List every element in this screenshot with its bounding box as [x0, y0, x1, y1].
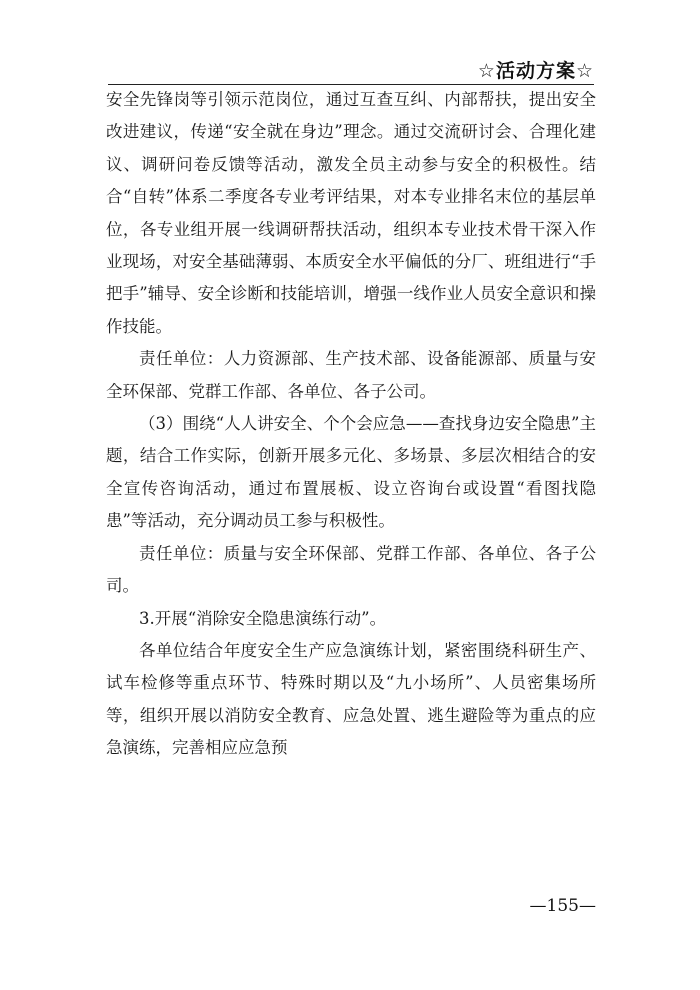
- section-heading: 3.开展“消除安全隐患演练行动”。: [139, 608, 387, 628]
- body-paragraph-continuation: 安全先锋岗等引领示范岗位，通过互查互纠、内部帮扶，提出安全改进建议，传递“安全就在身边”理念。通过交流研讨会、合理化建议、调研问卷反馈等活动，激发全员主动参与安全的积极性。结合“自转”体系二季度各专业考评结果，对本专业排名末位的基层单位，各专业组开展一线调研帮扶活动，组织本专业技术骨干深入作业现场，对安全基础薄弱、本质安全水平偏低的分厂、班组进行“手把手”辅导、安全诊断和技能培训，增强一线作业人员安全意识和操作技能。: [106, 90, 596, 336]
- responsible-units-paragraph: 责任单位：质量与安全环保部、党群工作部、各单位、各子公司。: [106, 543, 596, 596]
- header-title: ☆活动方案☆: [477, 60, 594, 82]
- responsible-units-paragraph: 责任单位：人力资源部、生产技术部、设备能源部、质量与安全环保部、党群工作部、各单位、各子公司。: [106, 349, 596, 401]
- page-header: [108, 52, 594, 85]
- page-number: —155—: [529, 896, 596, 916]
- document-body: [106, 84, 596, 765]
- body-paragraph: 各单位结合年度安全生产应急演练计划，紧密围绕科研生产、试车检修等重点环节、特殊时期以及“九小场所”、人员密集场所等，组织开展以消防安全教育、应急处置、逃生避险等为重点的应急演练，完善相应应急预: [106, 640, 596, 758]
- item-3-paragraph: （3）围绕“人人讲安全、个个会应急——查找身边安全隐患”主题，结合工作实际，创新开展多元化、多场景、多层次相结合的安全宣传咨询活动，通过布置展板、设立咨询台或设置“看图找隐患”等活动，充分调动员工参与积极性。: [106, 414, 596, 531]
